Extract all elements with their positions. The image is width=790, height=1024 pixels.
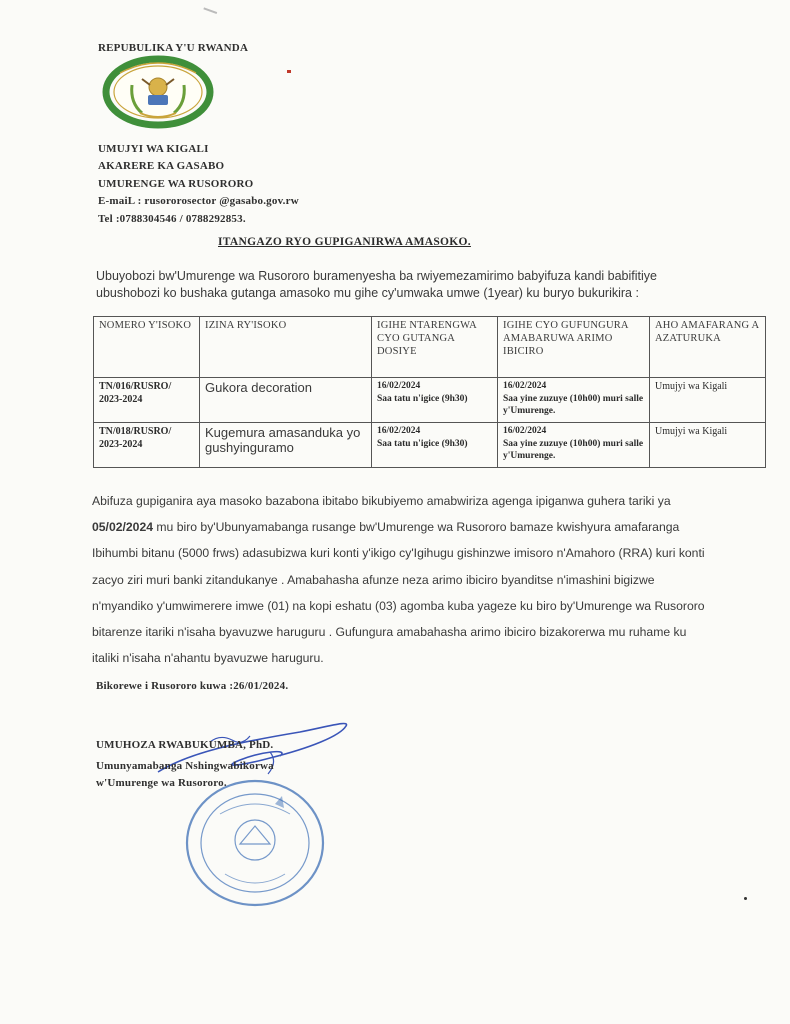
opening-date: 16/02/2024 <box>503 381 547 391</box>
table-row <box>94 423 766 468</box>
address-email: E-maiL : rusororosector @gasabo.gov.rw <box>98 195 299 208</box>
page-title: ITANGAZO RYO GUPIGANIRWA AMASOKO. <box>218 236 471 248</box>
body-text-start: Abifuza gupiganira aya masoko bazabona ibitabo bikubiyemo amabwiriza agenga ipiganwa guhera tariki ya <box>92 494 671 508</box>
cell-number: TN/016/RUSRO/ 2023-2024 <box>94 378 200 423</box>
cell-number: TN/018/RUSRO/ 2023-2024 <box>94 423 200 468</box>
issue-date-line: Bikorewe i Rusororo kuwa :26/01/2024. <box>96 680 289 692</box>
signatory-title-line1: Umunyamabanga Nshingwabikorwa <box>96 760 274 772</box>
opening-time: Saa yine zuzuye (10h00) muri salle y'Umurenge. <box>503 438 644 461</box>
cell-source: Umujyi wa Kigali <box>650 378 766 423</box>
address-phone: Tel :0788304546 / 0788292853. <box>98 212 246 225</box>
table-header-row <box>94 317 766 378</box>
deadline-time: Saa tatu n'igice (9h30) <box>377 438 468 449</box>
address-sector: UMURENGE WA RUSORORO <box>98 177 254 190</box>
header-name: IZINA RY'ISOKO <box>200 317 372 378</box>
intro-paragraph: Ubuyobozi bw'Umurenge wa Rusororo buramenyesha ba rwiyemezamirimo babyifuza kandi babifitiye ubushobozi ko bushaka gutanga amasoko mu gihe cy'umwaka umwe (1year) ku buryo bukurikira : <box>96 269 657 300</box>
opening-time: Saa yine zuzuye (10h00) muri salle y'Umurenge. <box>503 393 644 416</box>
scan-mark <box>203 0 220 14</box>
body-paragraph <box>92 488 712 671</box>
deadline-time: Saa tatu n'igice (9h30) <box>377 393 468 404</box>
body-date: 05/02/2024 <box>92 520 153 535</box>
cell-name: Gukora decoration <box>200 378 372 423</box>
header-opening: IGIHE CYO GUFUNGURA AMABARUWA ARIMO IBICIRO <box>498 317 650 378</box>
signatory-name: UMUHOZA RWABUKUMBA, PhD. <box>96 739 274 751</box>
cell-deadline <box>372 423 498 468</box>
cell-opening <box>498 423 650 468</box>
table-row <box>94 378 766 423</box>
cell-name: Kugemura amasanduka yo gushyinguramo <box>200 423 372 468</box>
address-district: AKARERE KA GASABO <box>98 160 225 173</box>
body-text-rest: mu biro by'Ubunyamabanga rusange bw'Umurenge wa Rusororo bamaze kwishyura amafaranga Ibihumbi bitanu (5000 frws) adasubizwa kuri konti y'ikigo cy'Igihugu gishinzwe imisoro n'Amahoro (RRA) kuri konti zacyo ziri muri banki zitandukanye . Amabahasha afunze neza arimo ibiciro byanditse n'imashini bigizwe n'myandiko y'umwimerere imwe (01) na kopi eshatu (03) agomba kuba yageze ku biro by'Umurenge wa Rusororo bitarenze itariki n'isaha byavuzwe haruguru . Gufungura amabahasha arimo ibiciro bizakorerwa mu ruhame ku italiki n'isaha n'ahantu byavuzwe haruguru. <box>92 520 705 666</box>
signatory-title-line2: w'Umurenge wa Rusororo. <box>96 777 227 789</box>
official-stamp-icon <box>180 774 330 912</box>
rwanda-emblem-icon <box>102 55 214 129</box>
header-source: AHO AMAFARANG A AZATURUKA <box>650 317 766 378</box>
cell-source: Umujyi wa Kigali <box>650 423 766 468</box>
cell-opening <box>498 378 650 423</box>
deadline-date: 16/02/2024 <box>377 381 421 391</box>
header-number: NOMERO Y'ISOKO <box>94 317 200 378</box>
header-deadline: IGIHE NTARENGWA CYO GUTANGA DOSIYE <box>372 317 498 378</box>
red-mark <box>287 70 291 73</box>
tenders-table <box>93 316 766 468</box>
opening-date: 16/02/2024 <box>503 426 547 436</box>
republic-heading: REPUBULIKA Y'U RWANDA <box>98 42 249 54</box>
deadline-date: 16/02/2024 <box>377 426 421 436</box>
address-city: UMUJYI WA KIGALI <box>98 143 209 155</box>
dot-mark <box>744 897 747 900</box>
address-block <box>98 141 299 228</box>
cell-deadline <box>372 378 498 423</box>
